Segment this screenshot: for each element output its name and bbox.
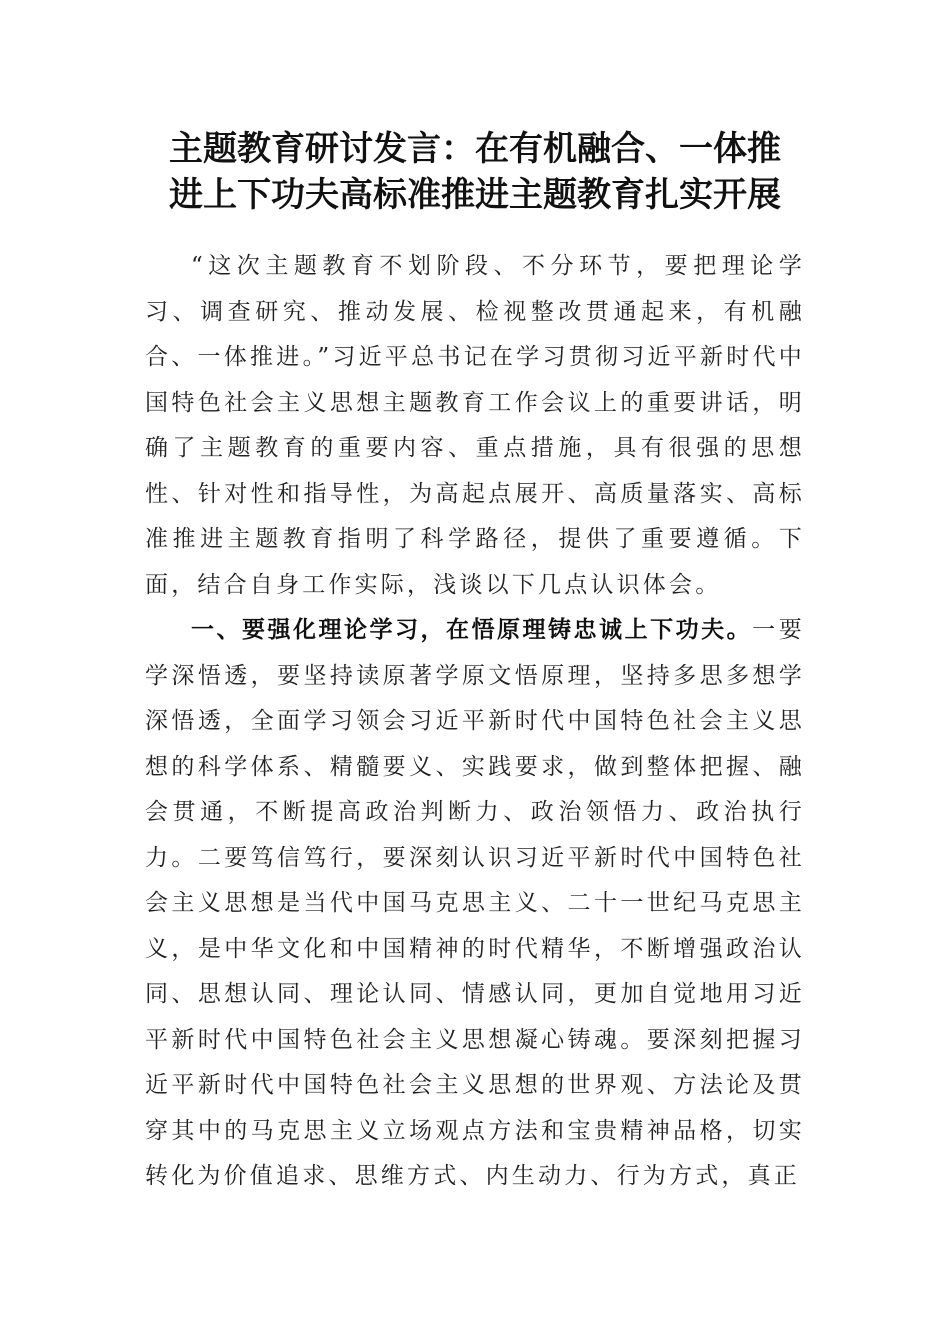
section-1-paragraph <box>145 608 805 1200</box>
title-line-1: 主题教育研讨发言：在有机融合、一体推 <box>169 129 781 169</box>
document-body <box>145 244 805 1200</box>
section-1-text: 一要学深悟透，要坚持读原著学原文悟原理，坚持多思多想学深悟透，全面学习领会习近平新时代中国特色社会主义思想的科学体系、精髓要义、实践要求，做到整体把握、融会贯通，不断提高政治判断力、政治领悟力、政治执行力。二要笃信笃行，要深刻认识习近平新时代中国特色社会主义思想是当代中国马克思主义、二十一世纪马克思主义，是中华文化和中国精神的时代精华，不断增强政治认同、思想认同、理论认同、情感认同，更加自觉地用习近平新时代中国特色社会主义思想凝心铸魂。要深刻把握习近平新时代中国特色社会主义思想的世界观、方法论及贯穿其中的马克思主义立场观点方法和宝贵精神品格，切实转化为价值追求、思维方式、内生动力、行为方式，真正 <box>145 617 805 1189</box>
intro-paragraph: “这次主题教育不划阶段、不分环节，要把理论学习、调查研究、推动发展、检视整改贯通起来，有机融合、一体推进。”习近平总书记在学习贯彻习近平新时代中国特色社会主义思想主题教育工作会议上的重要讲话，明确了主题教育的重要内容、重点措施，具有很强的思想性、针对性和指导性，为高起点展开、高质量落实、高标准推进主题教育指明了科学路径，提供了重要遵循。下面，结合自身工作实际，浅谈以下几点认识体会。 <box>145 253 805 598</box>
section-1-heading: 一、要强化理论学习，在悟原理铸忠诚上下功夫。 <box>191 617 753 643</box>
document-title <box>120 126 830 218</box>
title-line-2: 进上下功夫高标准推进主题教育扎实开展 <box>169 175 781 215</box>
